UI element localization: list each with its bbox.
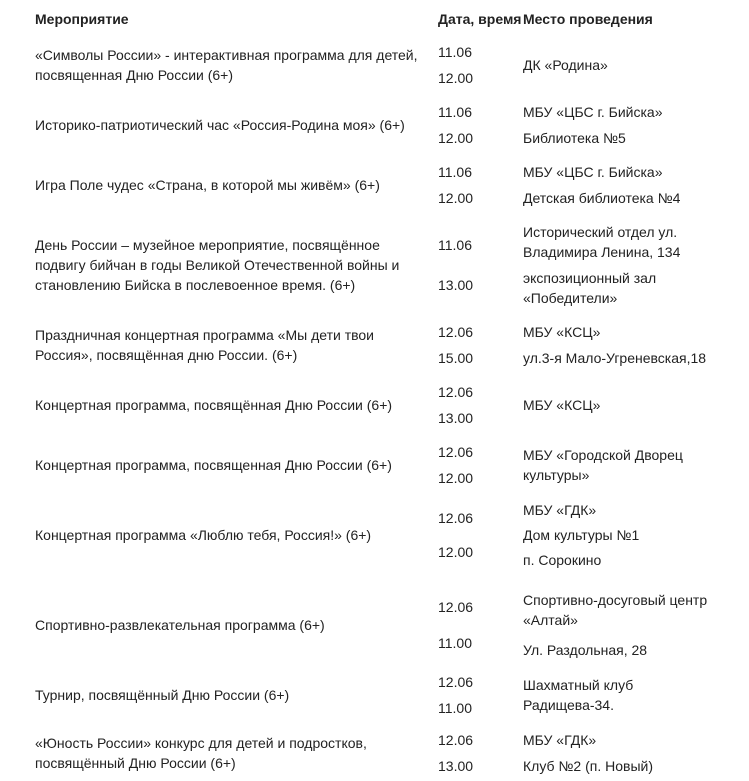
- event-cell: [35, 375, 430, 435]
- event-time: 11.00: [438, 700, 472, 717]
- event-date: 12.06: [438, 323, 474, 340]
- date-cell: [438, 315, 518, 375]
- event-time: 11.00: [438, 635, 472, 652]
- place-block: [523, 525, 745, 545]
- date-cell: [438, 155, 518, 215]
- place-block: [523, 590, 745, 630]
- place-cell: [523, 725, 745, 781]
- header-date-time: Дата, время: [438, 11, 522, 27]
- table-row: [0, 665, 749, 725]
- place-block: [523, 55, 745, 75]
- place-text: МБУ «ЦБС г. Бийска»: [523, 163, 663, 180]
- event-time: 13.00: [438, 277, 474, 293]
- event-cell: [35, 155, 430, 215]
- place-block: [523, 128, 745, 148]
- table-row: [0, 215, 749, 315]
- place-cell: [523, 375, 745, 435]
- place-cell: [523, 495, 745, 575]
- place-block: [523, 640, 745, 660]
- place-block: [523, 756, 745, 776]
- event-date: 12.06: [438, 673, 474, 690]
- event-cell: [35, 665, 430, 725]
- event-text: «Юность России» конкурс для детей и подростков,: [35, 735, 367, 751]
- event-text: Россия», посвящённая дню России. (6+): [35, 347, 298, 363]
- event-time: 12.00: [438, 470, 474, 487]
- place-text: МБУ «ЦБС г. Бийска»: [523, 103, 663, 120]
- date-cell: [438, 35, 518, 95]
- event-cell: [35, 215, 430, 315]
- place-text: МБУ «КСЦ»: [523, 397, 601, 413]
- place-text: «Победители»: [523, 290, 618, 307]
- table-row: [0, 95, 749, 155]
- event-text: посвящённый Дню России (6+): [35, 755, 236, 771]
- header-event: Мероприятие: [35, 11, 129, 27]
- event-time: 13.00: [438, 757, 474, 774]
- event-date: 11.06: [438, 163, 472, 180]
- place-block: [523, 322, 745, 342]
- place-block: [523, 445, 745, 485]
- place-text: Радищева-34.: [523, 697, 614, 713]
- date-cell: [438, 665, 518, 725]
- event-date: 11.06: [438, 43, 472, 60]
- event-text: Историко-патриотический час «Россия-Родина моя» (6+): [35, 117, 405, 133]
- event-date: 12.06: [438, 510, 474, 527]
- event-text: посвященная Дню России (6+): [35, 67, 234, 83]
- table-row: [0, 580, 749, 670]
- event-time: 12.00: [438, 543, 474, 560]
- event-date: 12.06: [438, 732, 474, 749]
- date-cell: [438, 495, 518, 575]
- event-date: 11.06: [438, 237, 472, 253]
- event-cell: [35, 35, 430, 95]
- event-cell: [35, 315, 430, 375]
- place-text: ДК «Родина»: [523, 57, 608, 73]
- event-cell: [35, 580, 430, 670]
- table-row: [0, 315, 749, 375]
- event-time: 13.00: [438, 410, 474, 427]
- place-text: Спортивно-досуговый центр: [523, 592, 708, 608]
- event-date: 12.06: [438, 383, 474, 400]
- event-text: «Символы России» - интерактивная программа для детей,: [35, 47, 418, 63]
- event-date: 11.06: [438, 103, 472, 120]
- header-place: Место проведения: [523, 11, 653, 27]
- place-cell: [523, 35, 745, 95]
- place-cell: [523, 155, 745, 215]
- event-date: 12.06: [438, 443, 474, 460]
- place-block: [523, 500, 745, 520]
- place-text: экспозиционный зал: [523, 270, 657, 287]
- place-block: [523, 675, 745, 715]
- place-text: Дом культуры №1: [523, 527, 640, 543]
- place-block: [523, 188, 745, 208]
- event-time: 15.00: [438, 350, 474, 367]
- place-text: МБУ «ГДК»: [523, 502, 597, 518]
- place-cell: [523, 215, 745, 315]
- place-text: МБУ «ГДК»: [523, 732, 597, 749]
- event-text: Праздничная концертная программа «Мы дети твои: [35, 327, 374, 343]
- event-text: становлению Бийска в послевоенное время. (6+): [35, 277, 356, 293]
- place-text: Библиотека №5: [523, 130, 626, 147]
- place-text: МБУ «КСЦ»: [523, 323, 601, 340]
- event-cell: [35, 725, 430, 781]
- event-text: Турнир, посвящённый Дню России (6+): [35, 687, 290, 703]
- table-row: [0, 35, 749, 95]
- event-time: 12.00: [438, 130, 474, 147]
- date-cell: [438, 215, 518, 315]
- place-cell: [523, 665, 745, 725]
- place-cell: [523, 95, 745, 155]
- event-text: Игра Поле чудес «Страна, в которой мы живём» (6+): [35, 177, 380, 193]
- place-block: [523, 222, 745, 262]
- place-text: Владимира Ленина, 134: [523, 243, 681, 260]
- place-text: Шахматный клуб: [523, 677, 634, 693]
- event-cell: [35, 435, 430, 495]
- table-row: [0, 375, 749, 435]
- table-row: [0, 435, 749, 495]
- event-time: 12.00: [438, 190, 474, 207]
- place-cell: [523, 315, 745, 375]
- date-cell: [438, 435, 518, 495]
- place-text: Исторический отдел ул.: [523, 223, 678, 240]
- table-row: [0, 495, 749, 575]
- event-text: Спортивно-развлекательная программа (6+): [35, 617, 325, 633]
- event-date: 12.06: [438, 598, 474, 615]
- place-cell: [523, 580, 745, 670]
- place-block: [523, 730, 745, 750]
- event-text: День России – музейное мероприятие, посвящённое: [35, 237, 380, 253]
- date-cell: [438, 725, 518, 781]
- place-text: «Алтай»: [523, 612, 578, 628]
- place-block: [523, 102, 745, 122]
- event-text: подвигу бийчан в годы Великой Отечественной войны и: [35, 257, 400, 273]
- place-block: [523, 395, 745, 415]
- place-text: Клуб №2 (п. Новый): [523, 757, 653, 774]
- event-text: Концертная программа, посвящённая Дню России (6+): [35, 397, 393, 413]
- place-block: [523, 162, 745, 182]
- place-text: Ул. Раздольная, 28: [523, 642, 648, 658]
- event-time: 12.00: [438, 70, 474, 87]
- event-text: Концертная программа «Люблю тебя, Россия!» (6+): [35, 527, 372, 543]
- date-cell: [438, 95, 518, 155]
- place-block: [523, 348, 745, 368]
- date-cell: [438, 580, 518, 670]
- place-block: [523, 550, 745, 570]
- place-text: п. Сорокино: [523, 552, 602, 568]
- table-row: [0, 725, 749, 781]
- date-cell: [438, 375, 518, 435]
- place-block: [523, 268, 745, 308]
- place-text: МБУ «Городской Дворец: [523, 447, 683, 463]
- place-text: Детская библиотека №4: [523, 190, 681, 207]
- table-row: [0, 155, 749, 215]
- event-cell: [35, 95, 430, 155]
- place-text: ул.3-я Мало-Угреневская,18: [523, 350, 707, 367]
- place-text: культуры»: [523, 467, 590, 483]
- event-text: Концертная программа, посвященная Дню России (6+): [35, 457, 392, 473]
- event-cell: [35, 495, 430, 575]
- place-cell: [523, 435, 745, 495]
